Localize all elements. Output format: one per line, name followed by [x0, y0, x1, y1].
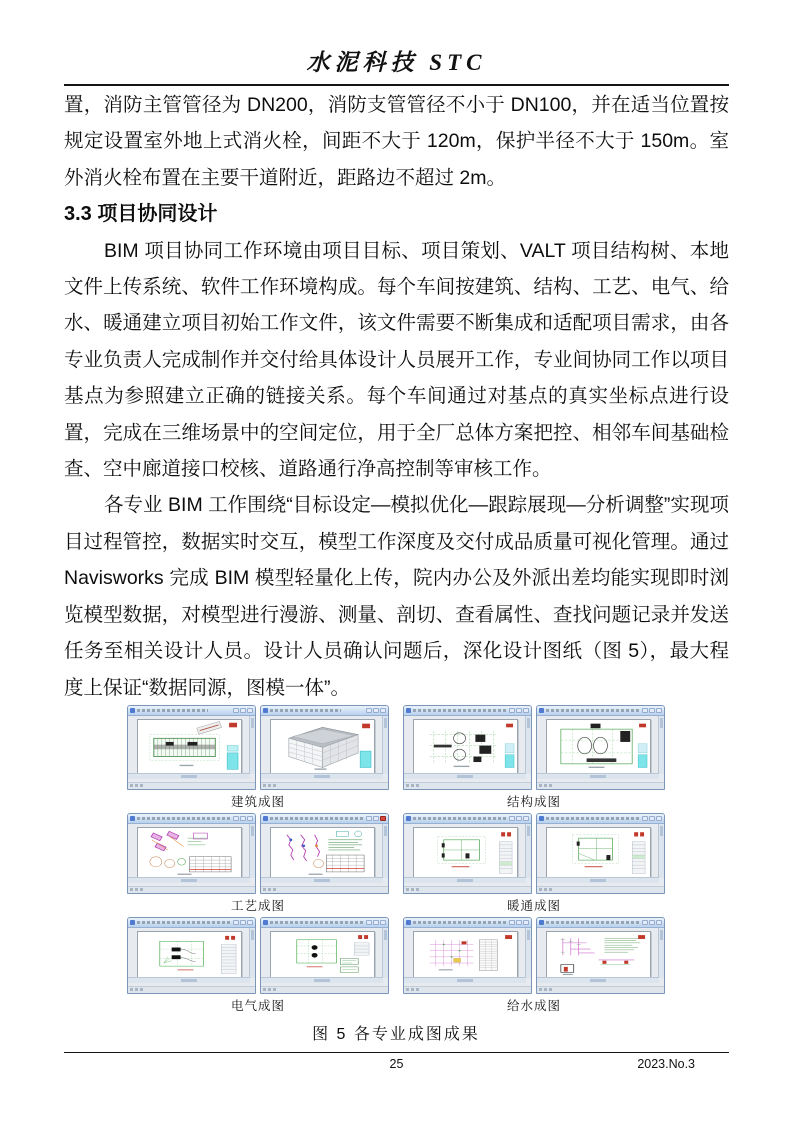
cad-window-hvac-1[interactable] [403, 813, 532, 894]
window-statusbar [404, 886, 531, 893]
close-button[interactable] [523, 920, 529, 925]
drawing-sheet [413, 827, 518, 878]
close-button[interactable] [380, 708, 386, 713]
figure-row-3 [127, 917, 665, 1014]
drawing-sheet [546, 827, 651, 878]
minimize-button[interactable] [366, 816, 372, 821]
figure-group-label-structure: 结构成图 [506, 795, 561, 809]
horizontal-scrollbar[interactable] [128, 773, 250, 779]
figure-group-plumbing [403, 917, 665, 1014]
app-icon [539, 816, 544, 821]
minimize-button[interactable] [233, 920, 239, 925]
vertical-scrollbar[interactable] [382, 824, 388, 878]
drawing-canvas [261, 824, 388, 886]
hvac-plan-drawing [414, 828, 517, 877]
maximize-button[interactable] [240, 816, 246, 821]
maximize-button[interactable] [516, 920, 522, 925]
drawing-canvas [261, 928, 388, 986]
maximize-button[interactable] [373, 708, 379, 713]
issue-number: 2023.No.3 [637, 1057, 695, 1071]
drawing-sheet [137, 931, 242, 978]
cad-window-arch-plan[interactable] [127, 705, 256, 790]
horizontal-scrollbar[interactable] [404, 773, 526, 779]
drawing-canvas [537, 716, 664, 782]
hvac-plan-drawing [547, 828, 650, 877]
window-statusbar [537, 782, 664, 789]
structural-plan-drawing [547, 720, 650, 773]
minimize-button[interactable] [509, 708, 515, 713]
close-button[interactable] [247, 816, 253, 821]
vertical-scrollbar[interactable] [249, 716, 255, 774]
cad-window-process-1[interactable] [127, 813, 256, 894]
app-icon [130, 708, 135, 713]
cad-window-struct-2[interactable] [536, 705, 665, 790]
window-titlebar [261, 814, 388, 824]
window-statusbar [261, 986, 388, 993]
maximize-button[interactable] [373, 816, 379, 821]
figure-group-label-electrical: 电气成图 [230, 999, 285, 1013]
window-titlebar [537, 918, 664, 928]
drawing-sheet [270, 827, 375, 878]
close-button[interactable] [656, 920, 662, 925]
window-titlebar [404, 706, 531, 716]
drawing-canvas [537, 928, 664, 986]
horizontal-scrollbar[interactable] [537, 977, 659, 983]
window-title-text [137, 709, 208, 712]
window-statusbar [537, 886, 664, 893]
window-statusbar [128, 782, 255, 789]
window-title-text [413, 921, 506, 924]
window-title-text [546, 921, 639, 924]
horizontal-scrollbar[interactable] [261, 977, 383, 983]
electrical-plan-drawing [138, 932, 241, 977]
drawing-sheet [137, 827, 242, 878]
drawing-sheet [413, 719, 518, 774]
close-button[interactable] [523, 816, 529, 821]
plumbing-riser-drawing [547, 932, 650, 977]
page-number: 25 [389, 1057, 404, 1071]
maximize-button[interactable] [373, 920, 379, 925]
section-heading: 3.3 项目协同设计 [64, 203, 218, 226]
process-drawing [138, 828, 241, 877]
app-icon [130, 816, 135, 821]
window-title-text [270, 921, 363, 924]
structural-plan-drawing [414, 720, 517, 773]
horizontal-scrollbar[interactable] [261, 773, 383, 779]
window-titlebar [128, 706, 255, 716]
cad-window-process-2[interactable] [260, 813, 389, 894]
drawing-canvas [404, 824, 531, 886]
cad-window-electrical-1[interactable] [127, 917, 256, 994]
process-drawing [271, 828, 374, 877]
cad-window-arch-3d[interactable] [260, 705, 389, 790]
electrical-plan-drawing [271, 932, 374, 977]
window-titlebar [404, 918, 531, 928]
app-icon [406, 816, 411, 821]
figure-group-label-plumbing: 给水成图 [506, 999, 561, 1013]
close-button[interactable] [656, 708, 662, 713]
vertical-scrollbar[interactable] [658, 716, 664, 774]
horizontal-scrollbar[interactable] [261, 877, 383, 883]
figure-caption: 图 5 各专业成图成果 [312, 1026, 480, 1043]
maximize-button[interactable] [240, 708, 246, 713]
article-body [64, 87, 729, 705]
cad-window-plumbing-1[interactable] [403, 917, 532, 994]
horizontal-scrollbar[interactable] [404, 977, 526, 983]
window-statusbar [404, 986, 531, 993]
figure-group-process [127, 813, 389, 914]
figure-group-electrical [127, 917, 389, 1014]
minimize-button[interactable] [642, 920, 648, 925]
minimize-button[interactable] [509, 816, 515, 821]
cad-window-hvac-2[interactable] [536, 813, 665, 894]
window-titlebar [261, 918, 388, 928]
maximize-button[interactable] [649, 920, 655, 925]
vertical-scrollbar[interactable] [525, 824, 531, 878]
window-title-text [413, 817, 506, 820]
drawing-canvas [128, 716, 255, 782]
figure-group-label-architecture: 建筑成图 [230, 795, 285, 809]
minimize-button[interactable] [233, 708, 239, 713]
close-button[interactable] [380, 920, 386, 925]
minimize-button[interactable] [642, 816, 648, 821]
window-titlebar [128, 918, 255, 928]
window-statusbar [404, 782, 531, 789]
drawing-canvas [404, 928, 531, 986]
app-icon [130, 920, 135, 925]
cad-window-plumbing-2[interactable] [536, 917, 665, 994]
vertical-scrollbar[interactable] [249, 824, 255, 878]
minimize-button[interactable] [642, 708, 648, 713]
horizontal-scrollbar[interactable] [128, 977, 250, 983]
vertical-scrollbar[interactable] [382, 716, 388, 774]
vertical-scrollbar[interactable] [658, 928, 664, 978]
horizontal-scrollbar[interactable] [537, 877, 659, 883]
horizontal-scrollbar[interactable] [128, 877, 250, 883]
maximize-button[interactable] [240, 920, 246, 925]
footer-rule [64, 1052, 729, 1053]
app-icon [539, 920, 544, 925]
window-statusbar [537, 986, 664, 993]
cad-window-electrical-2[interactable] [260, 917, 389, 994]
close-button[interactable] [247, 920, 253, 925]
drawing-canvas [128, 928, 255, 986]
drawing-canvas [537, 824, 664, 886]
paragraph-continuation: 置，消防主管管径为 DN200，消防支管管径不小于 DN100，并在适当位置按规定设置室外地上式消火栓，间距不大于 120m，保护半径不大于 150m。室外消火栓布置在主要干道附近，距路边不超过 2m。 [64, 94, 729, 189]
figure-group-label-process: 工艺成图 [230, 899, 285, 913]
horizontal-scrollbar[interactable] [537, 773, 659, 779]
minimize-button[interactable] [233, 816, 239, 821]
window-statusbar [128, 886, 255, 893]
figure-group-architecture [127, 705, 389, 810]
app-icon [263, 708, 268, 713]
window-titlebar [261, 706, 388, 716]
app-icon [263, 816, 268, 821]
app-icon [406, 708, 411, 713]
vertical-scrollbar[interactable] [525, 928, 531, 978]
window-title-text [546, 817, 639, 820]
drawing-canvas [404, 716, 531, 782]
figure-5 [127, 705, 665, 1044]
journal-title: 水泥科技 STC [306, 50, 487, 75]
close-button[interactable] [247, 708, 253, 713]
app-icon [539, 708, 544, 713]
window-titlebar [404, 814, 531, 824]
maximize-button[interactable] [649, 816, 655, 821]
paragraph-1: BIM 项目协同工作环境由项目目标、项目策划、VALT 项目结构树、本地文件上传系统、软件工作环境构成。每个车间按建筑、结构、工艺、电气、给水、暖通建立项目初始工作文件，该文件需要不断集成和适配项目需求，由各专业负责人完成制作并交付给具体设计人员展开工作，专业间协同工作以项目基点为参照建立正确的链接关系。每个车间通过对基点的真实坐标点进行设置，完成在三维场景中的空间定位，用于全厂总体方案把控、相邻车间基础检查、空中廊道接口校核、道路通行净高控制等审核工作。 [64, 239, 729, 481]
figure-row-1 [127, 705, 665, 810]
vertical-scrollbar[interactable] [382, 928, 388, 978]
window-titlebar [537, 814, 664, 824]
window-statusbar [261, 782, 388, 789]
cad-window-struct-1[interactable] [403, 705, 532, 790]
window-titlebar [537, 706, 664, 716]
figure-group-label-hvac: 暖通成图 [506, 899, 561, 913]
drawing-canvas [261, 716, 388, 782]
maximize-button[interactable] [516, 708, 522, 713]
maximize-button[interactable] [516, 816, 522, 821]
figure-group-structure [403, 705, 665, 810]
close-button[interactable] [656, 816, 662, 821]
window-title-text [546, 709, 639, 712]
minimize-button[interactable] [366, 708, 372, 713]
window-title-text [137, 817, 230, 820]
page-header [64, 0, 729, 86]
drawing-sheet [546, 719, 651, 774]
drawing-sheet [546, 931, 651, 978]
window-statusbar [261, 886, 388, 893]
window-title-text [270, 817, 363, 820]
vertical-scrollbar[interactable] [249, 928, 255, 978]
window-title-text [413, 709, 506, 712]
vertical-scrollbar[interactable] [525, 716, 531, 774]
app-icon [406, 920, 411, 925]
drawing-sheet [270, 931, 375, 978]
figure-row-2 [127, 813, 665, 914]
drawing-sheet [270, 719, 375, 774]
horizontal-scrollbar[interactable] [404, 877, 526, 883]
vertical-scrollbar[interactable] [658, 824, 664, 878]
window-statusbar [128, 986, 255, 993]
close-button[interactable] [523, 708, 529, 713]
floor-plan-drawing [138, 720, 241, 773]
window-title-text [270, 709, 341, 712]
drawing-sheet [137, 719, 242, 774]
plumbing-plan-drawing [414, 932, 517, 977]
window-title-text [137, 921, 230, 924]
building-3d-view [271, 720, 374, 773]
maximize-button[interactable] [649, 708, 655, 713]
minimize-button[interactable] [366, 920, 372, 925]
paragraph-2: 各专业 BIM 工作围绕“目标设定—模拟优化—跟踪展现—分析调整”实现项目过程管控，数据实时交互，模型工作深度及交付成品质量可视化管理。通过 Navisworks 完成 BIM 模型轻量化上传，院内办公及外派出差均能实现即时浏览模型数据，对模型进行漫游、测量、剖切、查看属性、查找问题记录并发送任务至相关设计人员。设计人员确认问题后，深化设计图纸（图 5），最大程度上保证“数据同源，图模一体”。 [64, 494, 729, 699]
close-button[interactable] [380, 816, 386, 821]
drawing-canvas [128, 824, 255, 886]
minimize-button[interactable] [509, 920, 515, 925]
figure-group-hvac [403, 813, 665, 914]
page-footer [64, 1057, 729, 1075]
drawing-sheet [413, 931, 518, 978]
app-icon [263, 920, 268, 925]
window-titlebar [128, 814, 255, 824]
